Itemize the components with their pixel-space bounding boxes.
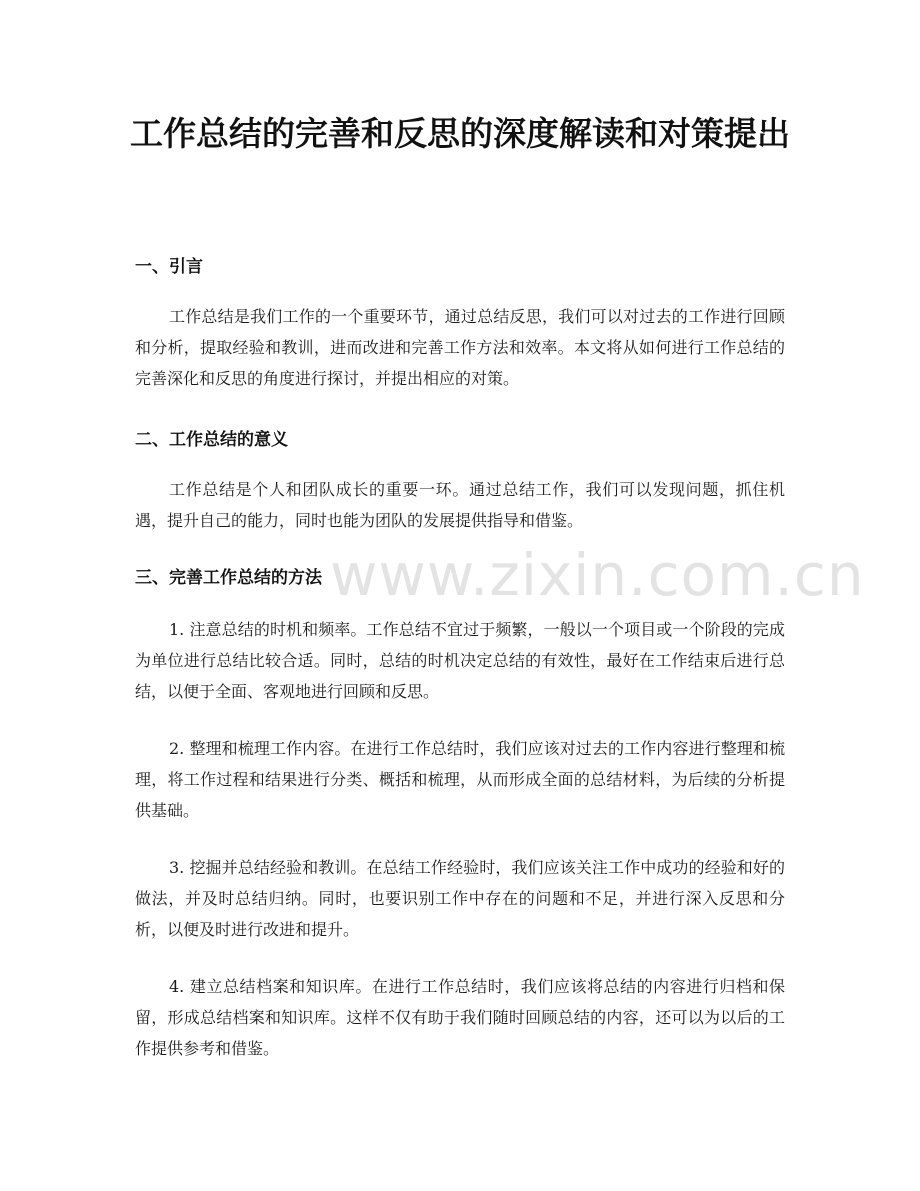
paragraph-method-1: 1. 注意总结的时机和频率。工作总结不宜过于频繁，一般以一个项目或一个阶段的完成为单位进行总结比较合适。同时，总结的时机决定总结的有效性，最好在工作结束后进行总结，以便于全面、客观地进行回顾和反思。 [135,620,785,701]
document-title: 工作总结的完善和反思的深度解读和对策提出 [130,114,790,153]
paragraph-method-2: 2. 整理和梳理工作内容。在进行工作总结时，我们应该对过去的工作内容进行整理和梳理，将工作过程和结果进行分类、概括和梳理，从而形成全面的总结材料，为后续的分析提供基础。 [135,739,785,820]
paragraph-method-4: 4. 建立总结档案和知识库。在进行工作总结时，我们应该将总结的内容进行归档和保留，形成总结档案和知识库。这样不仅有助于我们随时回顾总结的内容，还可以为以后的工作提供参考和借鉴。 [135,977,785,1058]
section-heading-significance: 二、工作总结的意义 [135,430,288,450]
paragraph-intro: 工作总结是我们工作的一个重要环节，通过总结反思，我们可以对过去的工作进行回顾和分析，提取经验和教训，进而改进和完善工作方法和效率。本文将从如何进行工作总结的完善深化和反思的角度进行探讨，并提出相应的对策。 [135,307,785,388]
section-heading-intro: 一、引言 [135,257,203,277]
section-heading-methods: 三、完善工作总结的方法 [135,568,322,588]
paragraph-significance: 工作总结是个人和团队成长的重要一环。通过总结工作，我们可以发现问题，抓住机遇，提升自己的能力，同时也能为团队的发展提供指导和借鉴。 [135,480,785,530]
watermark: www.zixin.com.cn [330,541,865,609]
paragraph-method-3: 3. 挖掘并总结经验和教训。在总结工作经验时，我们应该关注工作中成功的经验和好的做法，并及时总结归纳。同时，也要识别工作中存在的问题和不足，并进行深入反思和分析，以便及时进行改进和提升。 [135,858,785,939]
